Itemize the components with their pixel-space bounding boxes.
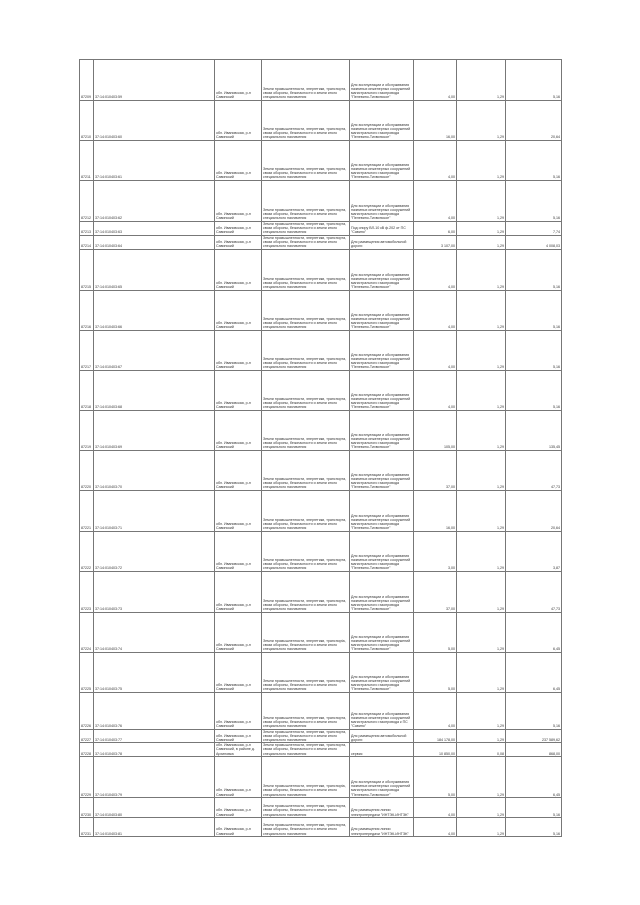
area-cell: 4,00 [414, 330, 457, 370]
permitted-use-cell: Под опору ВЛ-10 кВ ф.202 от ПС "Савино" [350, 222, 414, 236]
cadastral-number-cell: 37:14:010403:77 [94, 729, 215, 743]
cadastral-number-cell: 37:14:010403:63 [94, 222, 215, 236]
land-plot-table [79, 59, 562, 837]
permitted-use-cell: Для эксплуатации и обслуживания наземных инженерных сооружений магистрального газопровода "Пелевино-Тихвинское" [350, 612, 414, 652]
table-row [80, 410, 562, 450]
area-cell: 37,00 [414, 571, 457, 612]
address-cell: обл. Ивановская, р-н Савинский [215, 249, 262, 290]
row-number-cell: 87217 [80, 330, 94, 370]
tax-amount-cell: 6,45 [506, 652, 562, 692]
table-row [80, 235, 562, 249]
address-cell: обл. Ивановская, р-н Савинский [215, 410, 262, 450]
land-category-cell: Земли промышленности, энергетики, транспорта, связи обороны, безопасности и земли иного специального назначения [262, 743, 350, 757]
tax-rate-cell: 1,29 [457, 290, 506, 330]
land-category-cell: Земли промышленности, энергетики, транспорта, связи обороны, безопасности и земли иного специального назначения [262, 450, 350, 490]
address-cell: обл. Ивановская, р-н Савинский [215, 330, 262, 370]
tax-rate-cell: 1,29 [457, 249, 506, 290]
address-cell: обл. Ивановская, р-н Савинский [215, 370, 262, 410]
land-category-cell: Земли промышленности, энергетики, транспорта, связи обороны, безопасности и земли иного специального назначения [262, 101, 350, 141]
cadastral-number-cell: 37:14:010403:72 [94, 531, 215, 571]
tax-rate-cell: 1,29 [457, 692, 506, 729]
table-row [80, 60, 562, 101]
address-cell: обл. Ивановская, р-н Савинский [215, 612, 262, 652]
permitted-use-cell: Для эксплуатации и обслуживания наземных инженерных сооружений магистрального газопровода "Пелевино-Тихвинское" [350, 101, 414, 141]
land-category-cell: Земли промышленности, энергетики, транспорта, связи обороны, безопасности и земли иного специального назначения [262, 181, 350, 222]
land-category-cell: Земли промышленности, энергетики, транспорта, связи обороны, безопасности и земли иного специального назначения [262, 692, 350, 729]
table-row [80, 450, 562, 490]
tax-amount-cell: 5,16 [506, 330, 562, 370]
tax-rate-cell: 1,29 [457, 141, 506, 181]
row-number-cell: 87215 [80, 249, 94, 290]
land-category-cell: Земли промышленности, энергетики, транспорта, связи обороны, безопасности и земли иного специального назначения [262, 222, 350, 236]
table-row [80, 818, 562, 837]
permitted-use-cell: Для эксплуатации и обслуживания наземных инженерных сооружений магистрального газопровода "Пелевино-Тихвинское" [350, 60, 414, 101]
row-number-cell: 87211 [80, 141, 94, 181]
address-cell: обл. Ивановская, р-н Савинский [215, 222, 262, 236]
cadastral-number-cell: 37:14:010403:75 [94, 652, 215, 692]
area-cell: 4,00 [414, 181, 457, 222]
permitted-use-cell: Для эксплуатации и обслуживания наземных инженерных сооружений магистрального газопровода "Пелевино-Тихвинское" [350, 370, 414, 410]
tax-amount-cell: 20,64 [506, 490, 562, 531]
address-cell: обл. Ивановская, р-н Савинский [215, 450, 262, 490]
land-category-cell: Земли промышленности, энергетики, транспорta, связи обороны, безопасности и земли иного специального назначения [262, 612, 350, 652]
row-number-cell: 87219 [80, 410, 94, 450]
area-cell: 4,00 [414, 798, 457, 818]
table-row [80, 798, 562, 818]
row-number-cell: 87223 [80, 571, 94, 612]
area-cell: 16,00 [414, 490, 457, 531]
land-category-cell: Земли промышленности, энергетики, транспорта, связи обороны, безопасности и земли иного специального назначения [262, 729, 350, 743]
address-cell: обл. Ивановская, р-н Савинский [215, 818, 262, 837]
table-row [80, 249, 562, 290]
address-cell: обл. Ивановская, р-н Савинский [215, 490, 262, 531]
row-number-cell: 87221 [80, 490, 94, 531]
address-cell: обл. Ивановская, р-н Савинский [215, 729, 262, 743]
land-category-cell: Земли промышленности, энергетики, транспорта, связи обороны, безопасности и земли иного специального назначения [262, 798, 350, 818]
tax-rate-cell: 0,08 [457, 743, 506, 757]
address-cell: обл. Ивановская, р-н Савинский [215, 571, 262, 612]
land-category-cell: Земли промышленности, энергетики, транспорта, связи обороны, безопасности и земли иного специального назначения [262, 60, 350, 101]
tax-rate-cell: 1,29 [457, 757, 506, 798]
cadastral-number-cell: 37:14:010403:70 [94, 450, 215, 490]
row-number-cell: 87209 [80, 60, 94, 101]
tax-rate-cell: 1,29 [457, 798, 506, 818]
cadastral-number-cell: 37:14:010403:81 [94, 818, 215, 837]
tax-rate-cell: 1,29 [457, 531, 506, 571]
permitted-use-cell: Для эксплуатации и обслуживания наземных инженерных сооружений магистрального газопровода "Пелевино-Тихвинское" [350, 181, 414, 222]
land-category-cell: Земли промышленности, энергетики, транспорта, связи обороны, безопасности и земли иного специального назначения [262, 571, 350, 612]
area-cell: 6,00 [414, 222, 457, 236]
area-cell: 5,00 [414, 612, 457, 652]
row-number-cell: 87222 [80, 531, 94, 571]
address-cell: обл. Ивановская, р-н Савинский [215, 101, 262, 141]
cadastral-number-cell: 37:14:010403:66 [94, 290, 215, 330]
tax-rate-cell: 1,29 [457, 652, 506, 692]
cadastral-number-cell: 37:14:010403:79 [94, 757, 215, 798]
tax-rate-cell: 1,29 [457, 101, 506, 141]
permitted-use-cell: Для эксплуатации и обслуживания наземных инженерных сооружений магистрального газопровода "Пелевино-Тихвинское" [350, 757, 414, 798]
row-number-cell: 87227 [80, 729, 94, 743]
table-row [80, 531, 562, 571]
tax-amount-cell: 4 008,03 [506, 235, 562, 249]
address-cell: обл. Ивановская, р-н Савинский [215, 181, 262, 222]
land-category-cell: Земли промышленности, энергетики, транспорта, связи обороны, безопасности и земли иного специального назначения [262, 652, 350, 692]
land-category-cell: Земли промышленности, энергетики, транспорta, связи обороны, безопасности и земли иного специального назначения [262, 757, 350, 798]
tax-amount-cell: 135,45 [506, 410, 562, 450]
land-category-cell: Земли промышленности, энергетики, транспорта, связи обороны, безопасности и земли иного специального назначения [262, 249, 350, 290]
area-cell: 5,00 [414, 652, 457, 692]
cadastral-number-cell: 37:14:010403:64 [94, 235, 215, 249]
tax-amount-cell: 5,16 [506, 370, 562, 410]
cadastral-number-cell: 37:14:010403:71 [94, 490, 215, 531]
table-row [80, 181, 562, 222]
tax-amount-cell: 7,74 [506, 222, 562, 236]
land-category-cell: Земли промышленности, энергетики, транспорта, связи обороны, безопасности и земли иного специального назначения [262, 410, 350, 450]
tax-amount-cell: 5,16 [506, 249, 562, 290]
address-cell: обл. Ивановская, р-н Савинский [215, 235, 262, 249]
area-cell: 5,00 [414, 757, 457, 798]
tax-rate-cell: 1,29 [457, 222, 506, 236]
land-category-cell: Земли промышленности, энергетики, транспорта, связи обороны, безопасности и земли иного специального назначения [262, 490, 350, 531]
address-cell: обл. Ивановская, р-н Савинский [215, 60, 262, 101]
row-number-cell: 87225 [80, 652, 94, 692]
table-row [80, 612, 562, 652]
cadastral-number-cell: 37:14:010403:67 [94, 330, 215, 370]
row-number-cell: 87224 [80, 612, 94, 652]
permitted-use-cell: Для размещения автомобильной дороги [350, 235, 414, 249]
area-cell: 4,00 [414, 141, 457, 181]
row-number-cell: 87228 [80, 743, 94, 757]
permitted-use-cell: Для эксплуатации и обслуживания наземных инженерных сооружений магистрального газопровода к ПС "Савино" [350, 692, 414, 729]
tax-amount-cell: 6,45 [506, 612, 562, 652]
area-cell: 37,00 [414, 450, 457, 490]
land-category-cell: Земли промышленности, энергетики, транспорта, связи обороны, безопасности и земли иного специального назначения [262, 818, 350, 837]
area-cell: 105,00 [414, 410, 457, 450]
row-number-cell: 87216 [80, 290, 94, 330]
permitted-use-cell: Для эксплуатации и обслуживания наземных инженерных сооружений магистрального газопровода "Пелевино-Тихвинское" [350, 652, 414, 692]
area-cell: 4,00 [414, 249, 457, 290]
tax-rate-cell: 1,29 [457, 235, 506, 249]
tax-rate-cell: 1,29 [457, 571, 506, 612]
cadastral-number-cell: 37:14:010403:60 [94, 101, 215, 141]
address-cell: обл. Ивановская, р-н Савинский [215, 757, 262, 798]
permitted-use-cell: Для размещения линии электропередачи "ИНТЭК-ИНТЭК" [350, 818, 414, 837]
tax-rate-cell: 1,29 [457, 410, 506, 450]
table-row [80, 330, 562, 370]
address-cell: обл. Ивановская, р-н Савинский [215, 290, 262, 330]
permitted-use-cell: Для эксплуатации и обслуживания наземных инженерных сооружений магистрального газопровода "Пелевино-Тихвинское" [350, 571, 414, 612]
permitted-use-cell: Для размещения автомобильной дороги [350, 729, 414, 743]
tax-amount-cell: 5,16 [506, 181, 562, 222]
row-number-cell: 87218 [80, 370, 94, 410]
tax-rate-cell: 1,29 [457, 181, 506, 222]
table-body [80, 60, 562, 837]
permitted-use-cell: сервис [350, 743, 414, 757]
cadastral-number-cell: 37:14:010403:69 [94, 410, 215, 450]
permitted-use-cell: Для эксплуатации и обслуживания наземных инженерных сооружений магистрального газопровода "Пелевино-Тихвинское" [350, 330, 414, 370]
table-row [80, 757, 562, 798]
area-cell: 184 178,00 [414, 729, 457, 743]
permitted-use-cell: Для эксплуатации и обслуживания наземных инженерных сооружений магистрального газопровода "Пелевино-Тихвинское" [350, 410, 414, 450]
cadastral-number-cell: 37:14:010403:74 [94, 612, 215, 652]
land-category-cell: Земли промышленности, энергетики, транспорта, связи обороны, безопасности и земли иного специального назначения [262, 531, 350, 571]
address-cell: обл. Ивановская, р-н Савинский [215, 798, 262, 818]
cadastral-number-cell: 37:14:010403:65 [94, 249, 215, 290]
cadastral-number-cell: 37:14:010403:62 [94, 181, 215, 222]
land-category-cell: Земли промышленности, энергетики, транспорта, связи обороны, безопасности и земли иного специального назначения [262, 141, 350, 181]
area-cell: 4,00 [414, 60, 457, 101]
area-cell: 16,00 [414, 101, 457, 141]
area-cell: 3 107,00 [414, 235, 457, 249]
permitted-use-cell: Для эксплуатации и обслуживания наземных инженерных сооружений магистрального газопровода "Пелевино-Тихвинское" [350, 249, 414, 290]
cadastral-number-cell: 37:14:010403:73 [94, 571, 215, 612]
cadastral-number-cell: 37:14:010403:68 [94, 370, 215, 410]
row-number-cell: 87213 [80, 222, 94, 236]
permitted-use-cell: Для размещения линии электропередачи "ИНТЭК-ИНТЭК" [350, 798, 414, 818]
address-cell: обл. Ивановская, р-н Савинский [215, 692, 262, 729]
row-number-cell: 87229 [80, 757, 94, 798]
area-cell: 3,00 [414, 531, 457, 571]
land-plot-sheet [79, 59, 561, 837]
table-row [80, 222, 562, 236]
permitted-use-cell: Для эксплуатации и обслуживания наземных инженерных сооружений магистрального газопровода "Пелевино-Тихвинское" [350, 141, 414, 181]
cadastral-number-cell: 37:14:010403:80 [94, 798, 215, 818]
permitted-use-cell: Для эксплуатации и обслуживания наземных инженерных сооружений магистрального газопровода "Пелевино-Тихвинское" [350, 290, 414, 330]
tax-amount-cell: 5,16 [506, 141, 562, 181]
cadastral-number-cell: 37:14:010403:59 [94, 60, 215, 101]
table-row [80, 370, 562, 410]
permitted-use-cell: Для эксплуатации и обслуживания наземных инженерных сооружений магистрального газопровода "Пелевино-Тихвинское" [350, 490, 414, 531]
tax-amount-cell: 5,16 [506, 798, 562, 818]
row-number-cell: 87231 [80, 818, 94, 837]
tax-amount-cell: 5,16 [506, 818, 562, 837]
cadastral-number-cell: 37:14:010403:61 [94, 141, 215, 181]
table-row [80, 490, 562, 531]
area-cell: 10 850,00 [414, 743, 457, 757]
area-cell: 4,00 [414, 692, 457, 729]
cadastral-number-cell: 37:14:010403:78 [94, 743, 215, 757]
tax-rate-cell: 1,29 [457, 729, 506, 743]
table-row [80, 692, 562, 729]
address-cell: обл. Ивановская, р-н Савинский [215, 531, 262, 571]
tax-rate-cell: 1,29 [457, 370, 506, 410]
land-category-cell: Земли промышленности, энергетики, транспорта, связи обороны, безопасности и земли иного специального назначения [262, 290, 350, 330]
area-cell: 4,00 [414, 290, 457, 330]
tax-rate-cell: 1,29 [457, 490, 506, 531]
permitted-use-cell: Для эксплуатации и обслуживания наземных инженерных сооружений магистрального газопровода "Пелевино-Тихвинское" [350, 531, 414, 571]
row-number-cell: 87210 [80, 101, 94, 141]
address-cell: обл. Ивановская, р-н Савинский [215, 141, 262, 181]
area-cell: 4,00 [414, 818, 457, 837]
row-number-cell: 87214 [80, 235, 94, 249]
table-row [80, 571, 562, 612]
tax-rate-cell: 1,29 [457, 818, 506, 837]
tax-amount-cell: 5,16 [506, 692, 562, 729]
tax-amount-cell: 5,16 [506, 290, 562, 330]
address-cell: обл. Ивановская, р-н Савинский [215, 652, 262, 692]
tax-rate-cell: 1,29 [457, 60, 506, 101]
tax-amount-cell: 6,45 [506, 757, 562, 798]
table-row [80, 729, 562, 743]
row-number-cell: 87226 [80, 692, 94, 729]
tax-amount-cell: 47,73 [506, 450, 562, 490]
tax-rate-cell: 1,29 [457, 612, 506, 652]
table-row [80, 101, 562, 141]
row-number-cell: 87212 [80, 181, 94, 222]
tax-rate-cell: 1,29 [457, 450, 506, 490]
permitted-use-cell: Для эксплуатации и обслуживания наземных инженерных сооружений магистрального газопровода "Пелевино-Тихвинское" [350, 450, 414, 490]
tax-amount-cell: 868,00 [506, 743, 562, 757]
tax-amount-cell: 20,64 [506, 101, 562, 141]
tax-rate-cell: 1,29 [457, 330, 506, 370]
tax-amount-cell: 47,73 [506, 571, 562, 612]
table-row [80, 652, 562, 692]
address-cell: обл. Ивановская, р-н Савинский, в районе д. Архиповка [215, 743, 262, 757]
table-row [80, 290, 562, 330]
row-number-cell: 87230 [80, 798, 94, 818]
land-category-cell: Земли промышленности, энергетики, транспорта, связи обороны, безопасности и земли иного специального назначения [262, 330, 350, 370]
tax-amount-cell: 3,87 [506, 531, 562, 571]
tax-amount-cell: 5,16 [506, 60, 562, 101]
land-category-cell: Земли промышленности, энергетики, транспорта, связи обороны, безопасности и земли иного специального назначения [262, 235, 350, 249]
tax-amount-cell: 237 589,62 [506, 729, 562, 743]
cadastral-number-cell: 37:14:010403:76 [94, 692, 215, 729]
row-number-cell: 87220 [80, 450, 94, 490]
table-row [80, 141, 562, 181]
table-row [80, 743, 562, 757]
land-category-cell: Земли промышленности, энергетики, транспорта, связи обороны, безопасности и земли иного специального назначения [262, 370, 350, 410]
area-cell: 4,00 [414, 370, 457, 410]
